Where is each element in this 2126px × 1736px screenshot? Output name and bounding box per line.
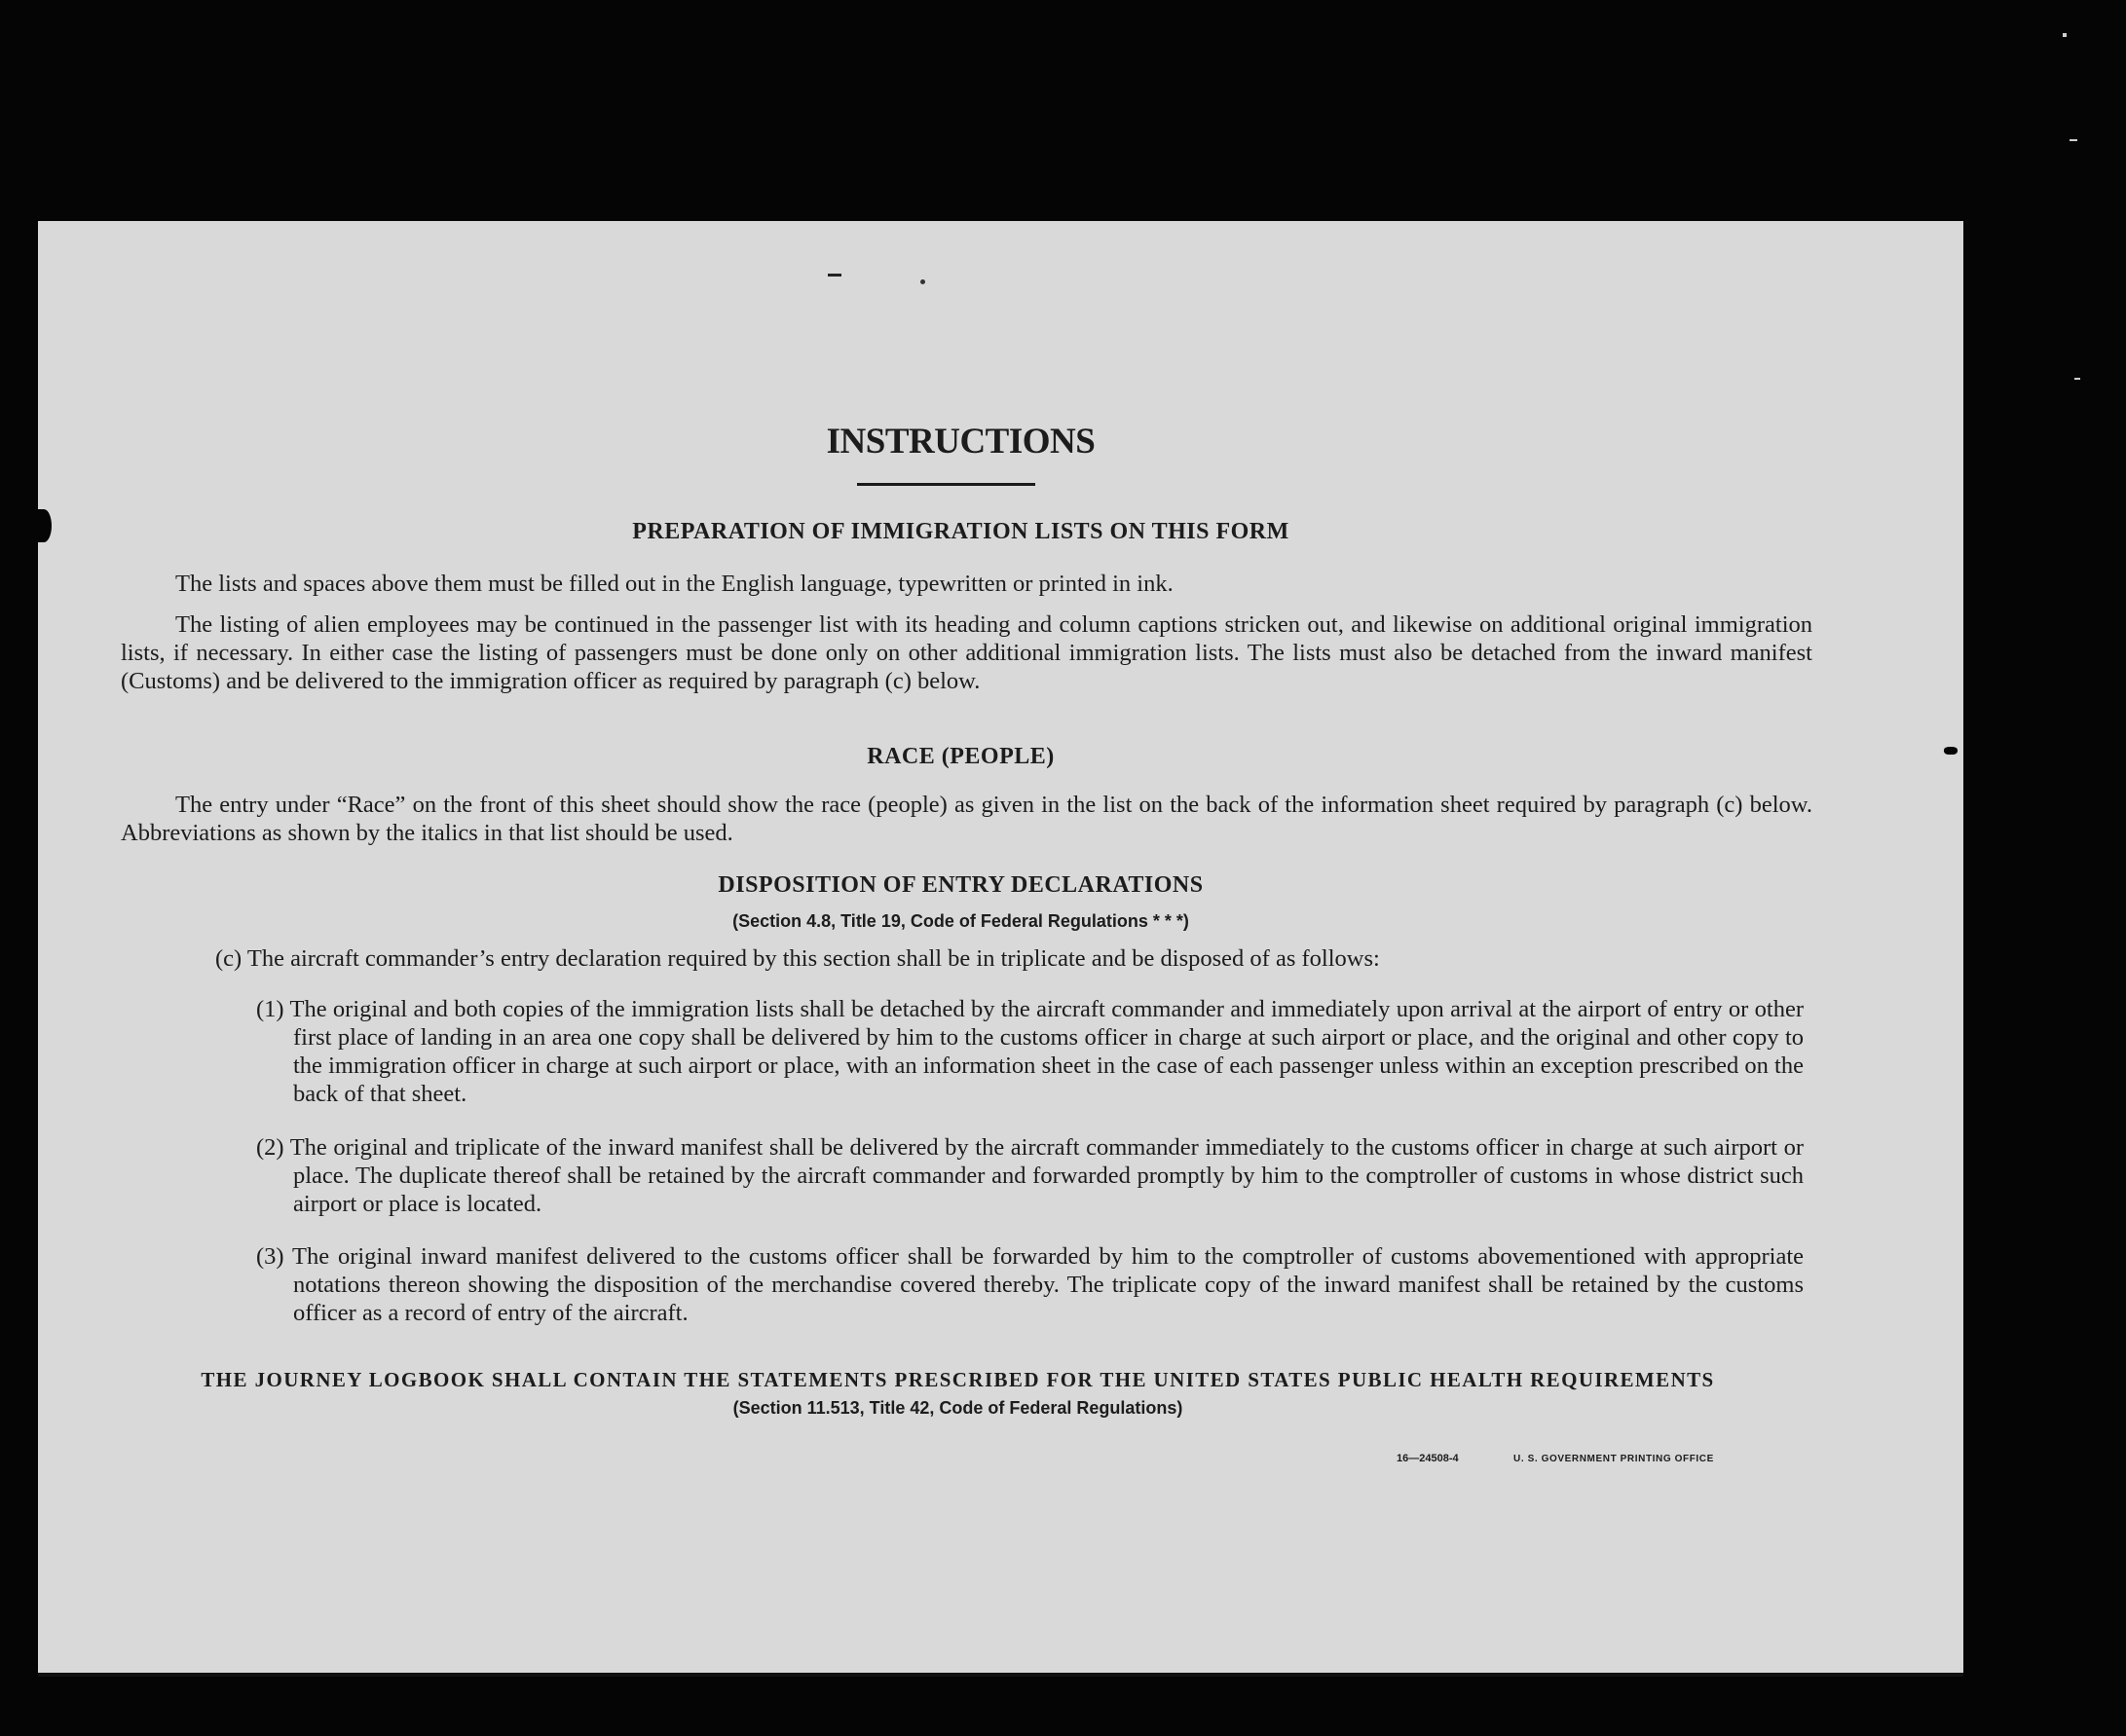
section-heading-disposition: DISPOSITION OF ENTRY DECLARATIONS xyxy=(718,872,1204,898)
section-heading-race: RACE (PEOPLE) xyxy=(867,744,1055,769)
scan-speck xyxy=(2063,33,2067,37)
scan-speck xyxy=(2074,378,2080,380)
disposition-item-3: (3) The original inward manifest delivered to the customs officer shall be forwarded by him to the comptroller of customs abovementioned with appropriate notations thereon showing the disposition of the merchandise covered thereby. The triplicate copy of the inward manifest shall be retained by the customs officer as a record of entry of the aircraft. xyxy=(256,1243,1804,1326)
paper-speck xyxy=(828,274,841,277)
page-edge-mark xyxy=(1944,747,1958,755)
form-code: 16—24508-4 xyxy=(1397,1453,1459,1464)
paragraph-race-entry: The entry under “Race” on the front of this sheet should show the race (people) as given in the list on the back of the information sheet required by paragraph (c) below. Abbreviations as shown by the italics in that list should be used. xyxy=(121,792,1812,846)
printer-imprint: U. S. GOVERNMENT PRINTING OFFICE xyxy=(1513,1454,1714,1464)
bleed-through-text xyxy=(359,307,375,336)
bleed-through-text xyxy=(661,272,675,298)
bleed-through-text xyxy=(447,387,461,413)
disposition-item-1: (1) The original and both copies of the immigration lists shall be detached by the aircraft commander and immediately upon arrival at the airport of entry or other first place of landing in an area one copy shall be delivered by him to the customs officer in charge at such airport or place, and the original and other copy to the immigration officer in charge at such airport or place, with an information sheet in the case of each passenger unless within an exception prescribed on the back of that sheet. xyxy=(256,996,1804,1107)
paper-speck xyxy=(920,279,925,284)
scan-speck xyxy=(2070,139,2077,141)
form-page xyxy=(38,221,1963,1677)
page-edge-notch xyxy=(36,509,52,542)
footer-citation: (Section 11.513, Title 42, Code of Federal Regulations) xyxy=(732,1398,1183,1418)
title-underline xyxy=(857,483,1035,486)
section-heading-preparation: PREPARATION OF IMMIGRATION LISTS ON THIS FORM xyxy=(632,519,1289,544)
paragraph-alien-employees: The listing of alien employees may be continued in the passenger list with its heading and column captions stricken out, and likewise on additional original immigration lists, if necessary. In either case the listing of passengers must be done only on other additional immigration lists. The lists must also be detached from the inward manifest (Customs) and be delivered to the immigration officer as required by paragraph (c) below. xyxy=(121,611,1812,694)
page-title: INSTRUCTIONS xyxy=(826,422,1096,462)
disposition-item-2: (2) The original and triplicate of the inward manifest shall be delivered by the aircraft commander immediately to the customs officer in charge at such airport or place. The duplicate thereof shall be retained by the aircraft commander and forwarded promptly by him to the comptroller of customs in whose district such airport or place is located. xyxy=(256,1134,1804,1217)
disposition-citation: (Section 4.8, Title 19, Code of Federal Regulations * * *) xyxy=(732,911,1189,931)
disposition-intro: (c) The aircraft commander’s entry declaration required by this section shall be in triplicate and be disposed of as follows: xyxy=(215,945,1380,972)
footer-health-statement: THE JOURNEY LOGBOOK SHALL CONTAIN THE STATEMENTS PRESCRIBED FOR THE UNITED STATES PUBLIC HEALTH REQUIREMENTS xyxy=(201,1368,1715,1391)
paragraph-language-requirement: The lists and spaces above them must be filled out in the English language, typewritten or printed in ink. xyxy=(175,571,1174,597)
